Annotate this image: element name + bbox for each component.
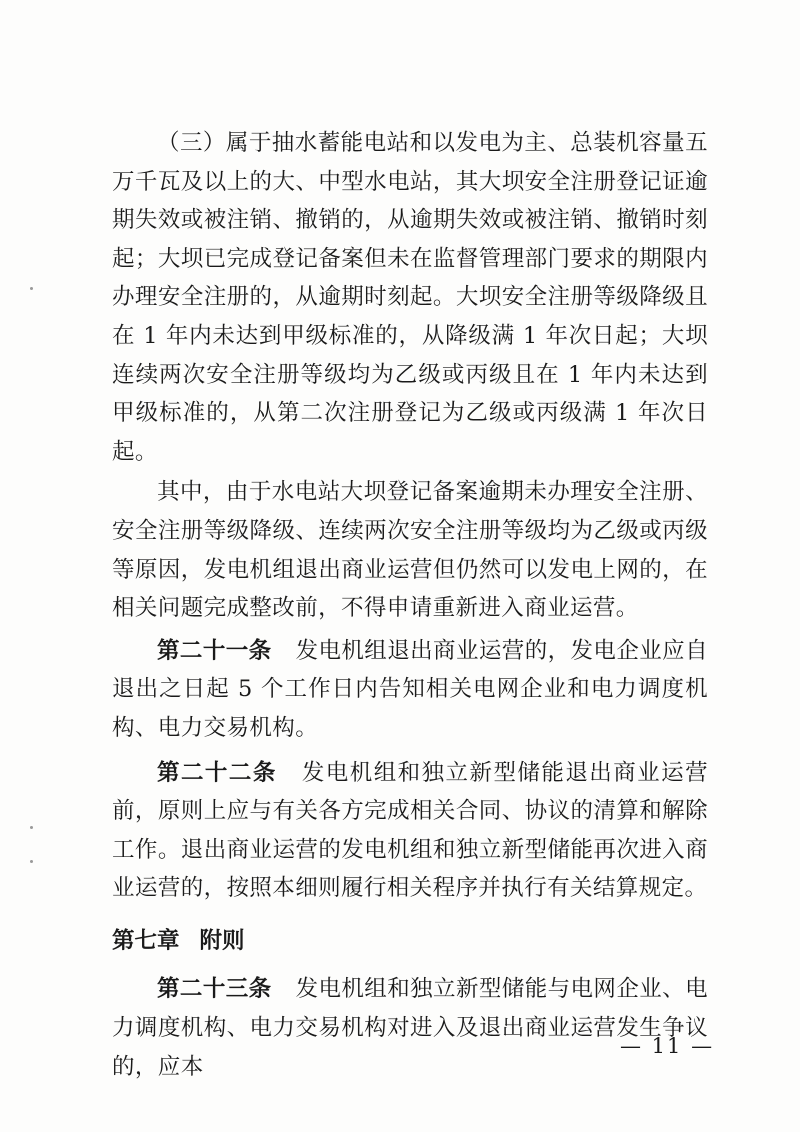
article-21-text: 发电机组退出商业运营的，发电企业应自退出之日起 5 个工作日内告知相关电网企业和电力调度机构、电力交易机构。 <box>112 637 708 741</box>
page-number: — 11 — <box>620 1034 715 1058</box>
scan-speck <box>30 860 33 863</box>
scan-speck <box>30 826 33 829</box>
paragraph-note: 其中，由于水电站大坝登记备案逾期未办理安全注册、安全注册等级降级、连续两次安全注册等级均为乙级或丙级等原因，发电机组退出商业运营但仍然可以发电上网的，在相关问题完成整改前，不得申请重新进入商业运营。 <box>112 479 708 622</box>
article-21 <box>112 632 708 748</box>
article-23 <box>112 970 708 1086</box>
chapter-title: 附则 <box>199 927 245 954</box>
article-22 <box>112 754 708 908</box>
article-21-label: 第二十一条 <box>157 637 272 664</box>
scan-speck <box>30 287 33 290</box>
article-22-label: 第二十二条 <box>157 759 277 786</box>
article-22-text: 发电机组和独立新型储能退出商业运营前，原则上应与有关各方完成相关合同、协议的清算和解除工作。退出商业运营的发电机组和独立新型储能再次进入商业运营的，按照本细则履行相关程序并执行有关结算规定。 <box>112 759 708 902</box>
chapter-heading <box>112 922 708 961</box>
article-23-label: 第二十三条 <box>157 976 272 1003</box>
chapter-number: 第七章 <box>112 927 180 954</box>
paragraph-item-3: （三）属于抽水蓄能电站和以发电为主、总装机容量五万千瓦及以上的大、中型水电站，其大坝安全注册登记证逾期失效或被注销、撤销的，从逾期失效或被注销、撤销时刻起；大坝已完成登记备案但未在监督管理部门要求的期限内办理安全注册的，从逾期时刻起。大坝安全注册等级降级且在 1 年内未达到甲级标准的，从降级满 1 年次日起；大坝连续两次安全注册等级均为乙级或丙级且在 1 年内未达到甲级标准的，从第二次注册登记为乙级或丙级满 1 年次日起。 <box>112 130 708 465</box>
document-body <box>112 124 708 1086</box>
article-23-text: 发电机组和独立新型储能与电网企业、电力调度机构、电力交易机构对进入及退出商业运营发生争议的，应本 <box>112 976 708 1080</box>
